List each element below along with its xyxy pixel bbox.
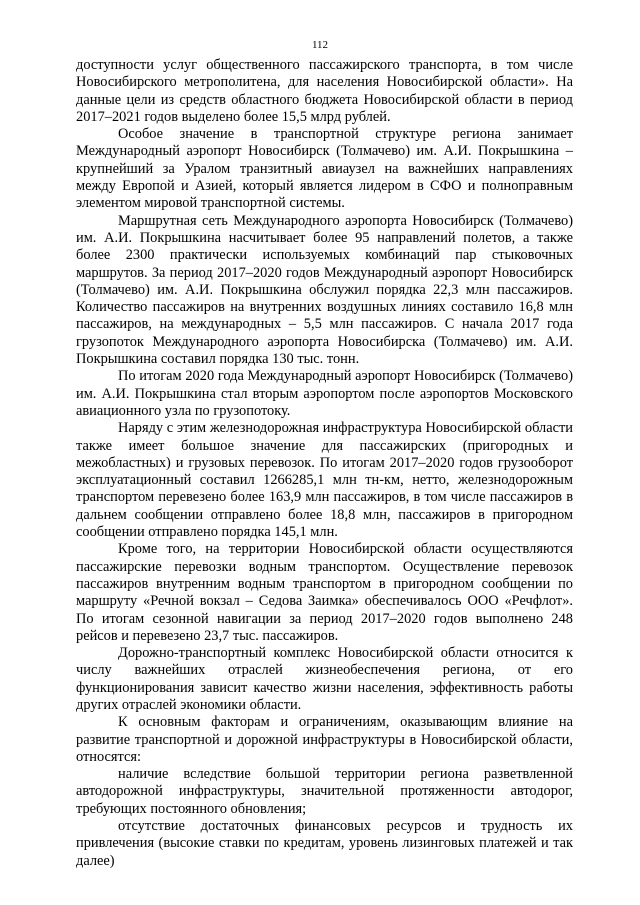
paragraph-airport-significance: Особое значение в транспортной структуре региона занимает Международный аэропорт Новосибирск (Толмачево) им. А.И. Покрышкина – крупнейший за Уралом транзитный авиаузел на важнейших направлениях между Европой и Азией, который является лидером в СФО и полноправным элементом мировой транспортной системы.	[76, 126, 573, 212]
paragraph-airport-cargo-2020: По итогам 2020 года Международный аэропорт Новосибирск (Толмачево) им. А.И. Покрышкина стал вторым аэропортом после аэропортов Московского авиационного узла по грузопотоку.	[76, 368, 573, 419]
paragraph-airport-route-network: Маршрутная сеть Международного аэропорта Новосибирск (Толмачево) им. А.И. Покрышкина насчитывает более 95 направлений полетов, а также более 2300 практически используемых комбинаций пар стыковочных маршрутов. За период 2017–2020 годов Международный аэропорт Новосибирск (Толмачево) им. А.И. Покрышкина обслужил порядка 22,3 млн пассажиров. Количество пассажиров на внутренних воздушных линиях составило 16,8 млн пассажиров, на международных – 5,5 млн пассажиров. С начала 2017 года грузопоток Международного аэропорта Новосибирска (Толмачево) им. А.И. Покрышкина составил порядка 130 тыс. тонн.	[76, 212, 573, 368]
paragraph-factor-road-network: наличие вследствие большой территории региона разветвленной автодорожной инфраструктуры, значительной протяженности автодорог, требующих постоянного обновления;	[76, 766, 573, 817]
paragraph-water-transport: Кроме того, на территории Новосибирской области осуществляются пассажирские перевозки водным транспортом. Осуществление перевозок пассажиров внутренним водным транспортом в пригородном сообщении по маршруту «Речной вокзал – Седова Заимка» обеспечивалось ООО «Речфлот». По итогам сезонной навигации за период 2017–2020 годов выполнено 248 рейсов и перевезено 23,7 тыс. пассажиров.	[76, 541, 573, 644]
body-text	[76, 57, 573, 870]
paragraph-factor-finance: отсутствие достаточных финансовых ресурсов и трудность их привлечения (высокие ставки по кредитам, уровень лизинговых платежей и так далее)	[76, 818, 573, 869]
paragraph-railway: Наряду с этим железнодорожная инфраструктура Новосибирской области также имеет большое значение для пассажирских (пригородных и межобластных) и грузовых перевозок. По итогам 2017–2020 годов грузооборот эксплуатационный составил 1266285,1 млн тн-км, нетто, железнодорожным транспортом перевезено более 163,9 млн пассажиров, в том числе пассажиров в дальнем сообщении отправлено более 18,8 млн, пассажиров в пригородном сообщении отправлено порядка 145,1 млн.	[76, 420, 573, 541]
paragraph-factors-intro: К основным факторам и ограничениям, оказывающим влияние на развитие транспортной и дорожной инфраструктуры в Новосибирской области, относятся:	[76, 714, 573, 765]
paragraph-continuation: доступности услуг общественного пассажирского транспорта, в том числе Новосибирского метрополитена, для населения Новосибирской области». На данные цели из средств областного бюджета Новосибирской области в период 2017–2021 годов выделено более 15,5 млрд рублей.	[76, 57, 573, 125]
page-number: 112	[311, 39, 329, 51]
paragraph-road-complex: Дорожно-транспортный комплекс Новосибирской области относится к числу важнейших отраслей жизнеобеспечения региона, от его функционирования зависит качество жизни населения, эффективность работы других отраслей экономики области.	[76, 645, 573, 713]
